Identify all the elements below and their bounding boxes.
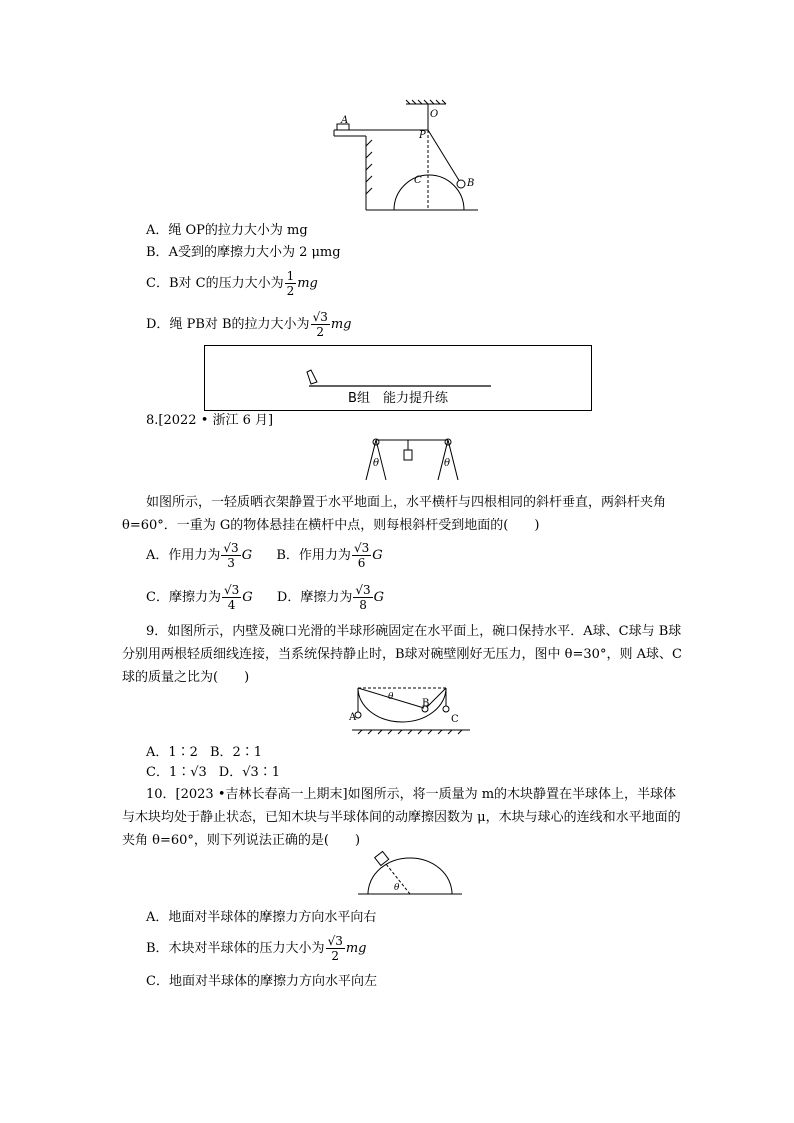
q8-body: 如图所示，一轻质晒衣架静置于水平地面上，水平横杆与四根相同的斜杆垂直，两斜杆夹角 θ=60°．一重为 G的物体悬挂在横杆中点，则每根斜杆受到地面的( ) <box>122 495 667 533</box>
q8-fig-theta-left: θ <box>373 458 380 469</box>
q8-options-row2: C．摩擦力为 $\frac{√3}{4}$ G D．摩擦力为 $\frac{√3}{8}$ G <box>146 583 385 612</box>
figure-clothes-rack <box>364 436 460 484</box>
fraction: $\frac{√3}{8}$ <box>355 583 371 612</box>
section-title: B组 能力提升练 <box>348 391 448 406</box>
fig1-label-b: B <box>467 178 475 189</box>
q10-option-a: A．地面对半球体的摩擦力方向水平向右 <box>146 910 377 925</box>
q10-body: 10．[2023 •吉林长春高一上期末]如图所示，将一质量为 m的木块静置在半球体上，半球体与木块均处于静止状态，已知木块与半球体间的动摩擦因数为 μ，木块与球心的连线和水平地面的夹角 θ=60°，则下列说法正确的是( ) <box>122 787 681 848</box>
q8-header: 8.[2022 • 浙江 6 月] <box>146 413 274 428</box>
q7-option-c: C．B对 C的压力大小为 $\frac{1}{2}$ mg <box>146 269 318 298</box>
q9-body: 9．如图所示，内壁及碗口光滑的半球形碗固定在水平面上，碗口保持水平．A球、C球与 B球分别用两根轻质细线连接，当系统保持静止时，B球对碗壁刚好无压力，图中 θ=30°，则 A球、C球的质量之比为( ) <box>122 624 682 685</box>
q8-fig-theta-right: θ <box>444 458 451 469</box>
q9-fig-label-b: B <box>422 698 430 709</box>
figure-bracket-string-sphere <box>320 96 500 214</box>
q7-option-d: D．绳 PB对 B的拉力大小为 $\frac{√3}{2}$ mg <box>146 310 352 339</box>
fraction: $\frac{√3}{2}$ <box>312 310 328 339</box>
q9-options-row1: A．1∶2 B．2∶1 <box>146 745 263 760</box>
fraction: $\frac{√3}{6}$ <box>353 541 370 570</box>
fig1-label-p: P <box>419 130 426 141</box>
q10-fig-theta: θ <box>394 883 400 893</box>
fraction: $\frac{√3}{3}$ <box>223 541 239 570</box>
fraction: $\frac{√3}{4}$ <box>223 583 240 612</box>
q7-option-a: A．绳 OP的拉力大小为 mg <box>146 223 308 238</box>
fig1-label-o: O <box>430 109 439 120</box>
q9-fig-label-c: C <box>451 714 459 725</box>
q9-fig-theta: θ <box>388 692 394 702</box>
q10-option-b: B．木块对半球体的压力大小为 $\frac{√3}{2}$ mg <box>146 934 367 963</box>
fig1-label-c: C <box>414 175 422 186</box>
q9-options-row2: C．1∶√3 D．√3∶1 <box>146 765 281 780</box>
q8-options-row1: A．作用力为 $\frac{√3}{3}$ G B．作用力为 $\frac{√3}{6}$ G <box>146 541 383 570</box>
fraction: $\frac{1}{2}$ <box>286 269 295 298</box>
q10-option-c: C．地面对半球体的摩擦力方向水平向左 <box>146 974 377 989</box>
fig1-label-a: A <box>341 115 349 126</box>
section-banner <box>204 345 592 411</box>
q7-option-b: B．A受到的摩擦力大小为 2 μmg <box>146 245 341 260</box>
fraction: $\frac{√3}{2}$ <box>327 934 343 963</box>
q9-fig-label-a: A <box>349 712 357 723</box>
figure-bowl <box>348 686 476 736</box>
figure-hemisphere-block <box>356 850 466 902</box>
